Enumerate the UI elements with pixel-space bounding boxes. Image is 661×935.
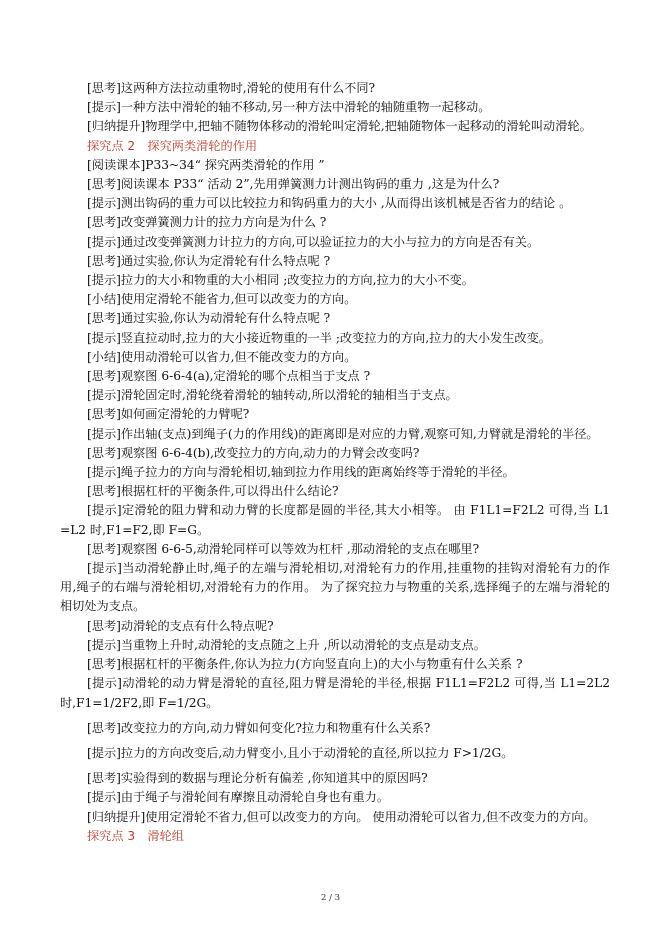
paragraph-hint: [提示]一种方法中滑轮的轴不移动,另一种方法中滑轮的轴随重物一起移动。 [87, 100, 491, 115]
document-body [60, 79, 610, 846]
paragraph-think: [思考]实验得到的数据与理论分析有偏差 ,你知道其中的原因吗? [87, 771, 428, 786]
paragraph-think: [思考]观察图 6-6-4(a),定滑轮的哪个点相当于支点 ? [87, 369, 371, 384]
paragraph-think: [思考]观察图 6-6-5,动滑轮同样可以等效为杠杆 ,那动滑轮的支点在哪里? [87, 541, 480, 556]
paragraph-think: [思考]通过实验,你认为动滑轮有什么特点呢 ? [87, 311, 331, 326]
paragraph-hint: [提示]滑轮固定时,滑轮绕着滑轮的轴转动,所以滑轮的轴相当于支点。 [87, 388, 458, 403]
section-heading-explore-3: 探究点 3 滑轮组 [87, 828, 184, 843]
paragraph-think: [思考]阅读课本 P33“ 活动 2”,先用弹簧测力计测出钩码的重力 ,这是为什么? [87, 177, 500, 192]
paragraph-hint: [提示]拉力的大小和物重的大小相同 ;改变拉力的方向,拉力的大小不变。 [87, 273, 474, 288]
paragraph-hint-formula: [提示]定滑轮的阻力臂和动力臂的长度都是圆的半径,其大小相等。 由 F1L1=F2L2 可得,当 L1=L2 时,F1=F2,即 F=G。 [60, 503, 610, 537]
page-number: 2 / 3 [320, 893, 341, 903]
paragraph-summary: [归纳提升]使用定滑轮不省力,但可以改变力的方向。 使用动滑轮可以省力,但不改变力的方向。 [87, 809, 596, 824]
paragraph-read-textbook: [阅读课本]P33~34“ 探究两类滑轮的作用 ” [87, 157, 325, 172]
paragraph-conclusion: [小结]使用动滑轮可以省力,但不能改变力的方向。 [87, 349, 357, 364]
paragraph-hint: [提示]通过改变弹簧测力计拉力的方向,可以验证拉力的大小与拉力的方向是否有关。 [87, 234, 540, 249]
paragraph-hint: [提示]当重物上升时,动滑轮的支点随之上升 ,所以动滑轮的支点是动支点。 [87, 637, 486, 652]
paragraph-think: [思考]根据杠杆的平衡条件,你认为拉力(方向竖直向上)的大小与物重有什么关系 ? [87, 657, 523, 672]
paragraph-think: [思考]这两种方法拉动重物时,滑轮的使用有什么不同? [87, 81, 376, 95]
paragraph-think: [思考]通过实验,你认为定滑轮有什么特点呢 ? [87, 253, 331, 268]
paragraph-hint-formula: [提示]动滑轮的动力臂是滑轮的直径,阻力臂是滑轮的半径,根据 F1L1=F2L2 可得,当 L1=2L2 时,F1=1/2F2,即 F=1/2G。 [60, 676, 610, 710]
paragraph-think: [思考]根据杠杆的平衡条件,可以得出什么结论? [87, 484, 339, 499]
paragraph-hint: [提示]由于绳子与滑轮间有摩擦且动滑轮自身也有重力。 [87, 790, 390, 805]
paragraph-think: [思考]改变拉力的方向,动力臂如何变化?拉力和物重有什么关系? [87, 720, 431, 735]
paragraph-hint-formula: [提示]拉力的方向改变后,动力臂变小,且小于动滑轮的直径,所以拉力 F>1/2G。 [87, 745, 514, 760]
paragraph-summary: [归纳提升]物理学中,把轴不随物体移动的滑轮叫定滑轮,把轴随物体一起移动的滑轮叫动滑轮。 [87, 119, 592, 134]
paragraph-hint: [提示]测出钩码的重力可以比较拉力和钩码重力的大小 ,从而得出该机械是否省力的结论 。 [87, 196, 572, 211]
paragraph-conclusion: [小结]使用定滑轮不能省力,但可以改变力的方向。 [87, 292, 357, 307]
paragraph-hint: [提示]绳子拉力的方向与滑轮相切,轴到拉力作用线的距离始终等于滑轮的半径。 [87, 465, 515, 480]
paragraph-think: [思考]如何画定滑轮的力臂呢? [87, 407, 250, 422]
paragraph-hint: [提示]作出轴(支点)到绳子(力的作用线)的距离即是对应的力臂,观察可知,力臂就是滑轮的半径。 [87, 426, 599, 441]
paragraph-think: [思考]动滑轮的支点有什么特点呢? [87, 618, 274, 633]
paragraph-think: [思考]改变弹簧测力计的拉力方向是为什么 ? [87, 215, 327, 230]
paragraph-hint: [提示]当动滑轮静止时,绳子的左端与滑轮相切,对滑轮有力的作用,挂重物的挂钩对滑轮有力的作用,绳子的右端与滑轮相切,对滑轮有力的作用。 为了探究拉力与物重的关系,选择绳子的左端与滑轮的相切处为支点。 [60, 561, 610, 614]
section-heading-explore-2: 探究点 2 探究两类滑轮的作用 [87, 138, 258, 153]
paragraph-think: [思考]观察图 6-6-4(b),改变拉力的方向,动力的力臂会改变吗? [87, 445, 420, 460]
paragraph-hint: [提示]竖直拉动时,拉力的大小接近物重的一半 ;改变拉力的方向,拉力的大小发生改变。 [87, 330, 551, 345]
